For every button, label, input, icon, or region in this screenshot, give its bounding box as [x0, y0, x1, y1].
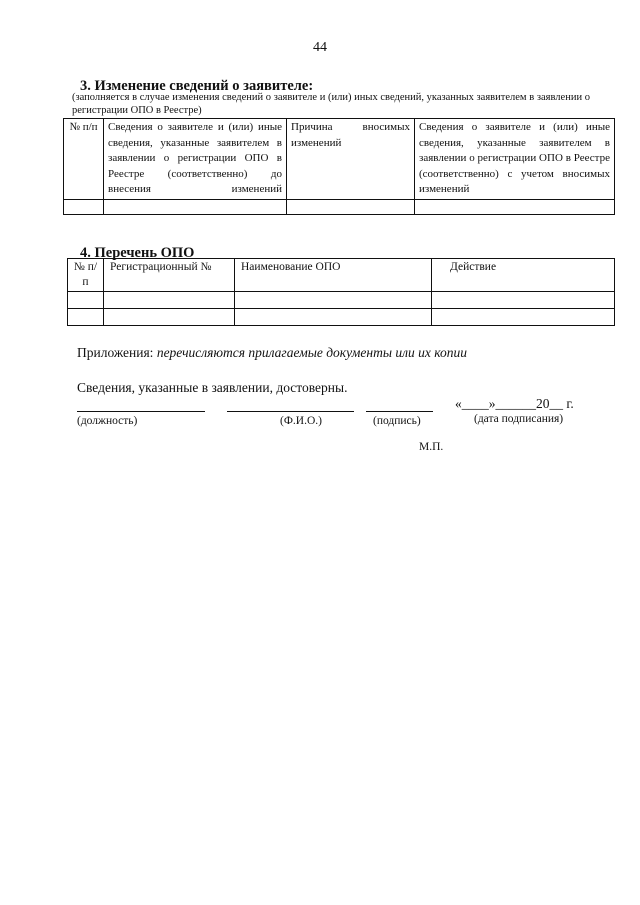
table-cell[interactable] — [64, 199, 104, 214]
table-cell[interactable] — [104, 199, 287, 214]
col-old-info-header: Сведения о заявителе и (или) иные сведения, указанные заявителем в заявлении о регистрации ОПО в Реестре (соответственно) до внесения изменений — [104, 119, 287, 200]
table-cell[interactable] — [287, 199, 415, 214]
change-info-table — [63, 118, 615, 215]
table-row — [68, 292, 615, 309]
table-header-row — [64, 119, 615, 200]
stamp-place: М.П. — [419, 441, 444, 453]
signature-caption: (подпись) — [373, 415, 421, 427]
page-number: 44 — [313, 40, 327, 55]
col-name-header: Наименование ОПО — [235, 259, 432, 292]
section4-title: 4. Перечень ОПО — [80, 245, 195, 261]
table-cell[interactable] — [104, 309, 235, 326]
fio-caption: (Ф.И.О.) — [280, 415, 322, 427]
col-reg-number-header: Регистрационный № — [104, 259, 235, 292]
section3-note: (заполняется в случае изменения сведений о заявителе и (или) иных сведений, указанных заявителем в заявлении о регистрации ОПО в Реестре) — [72, 92, 590, 116]
col-reason-header: Причина вносимых изменений — [287, 119, 415, 200]
col-action-header: Действие — [432, 259, 615, 292]
opo-list-table — [67, 258, 615, 326]
confirmation-statement: Сведения, указанные в заявлении, достоверны. — [77, 380, 348, 395]
col-new-info-header: Сведения о заявителе и (или) иные сведения, указанные заявителем в заявлении о регистрации ОПО в Реестре (соответственно) с учетом вносимых изменений — [415, 119, 615, 200]
table-header-row — [68, 259, 615, 292]
date-caption: (дата подписания) — [474, 413, 564, 425]
table-row — [64, 199, 615, 214]
attachments-line — [77, 345, 467, 361]
position-line[interactable] — [77, 411, 205, 412]
attachments-label: Приложения: — [77, 345, 154, 360]
col-number-header: № п/п — [64, 119, 104, 200]
table-cell[interactable] — [235, 292, 432, 309]
position-caption: (должность) — [77, 415, 138, 427]
signature-line[interactable] — [366, 411, 433, 412]
table-cell[interactable] — [68, 292, 104, 309]
date-field[interactable]: «____»______20__ г. — [455, 396, 574, 411]
fio-line[interactable] — [227, 411, 354, 412]
col-number-header: № п/п — [68, 259, 104, 292]
table-cell[interactable] — [104, 292, 235, 309]
attachments-value: перечисляются прилагаемые документы или их копии — [156, 345, 468, 360]
table-row — [68, 309, 615, 326]
table-cell[interactable] — [68, 309, 104, 326]
section3-title: 3. Изменение сведений о заявителе: — [80, 78, 314, 94]
table-cell[interactable] — [432, 309, 615, 326]
table-cell[interactable] — [415, 199, 615, 214]
table-cell[interactable] — [432, 292, 615, 309]
table-cell[interactable] — [235, 309, 432, 326]
